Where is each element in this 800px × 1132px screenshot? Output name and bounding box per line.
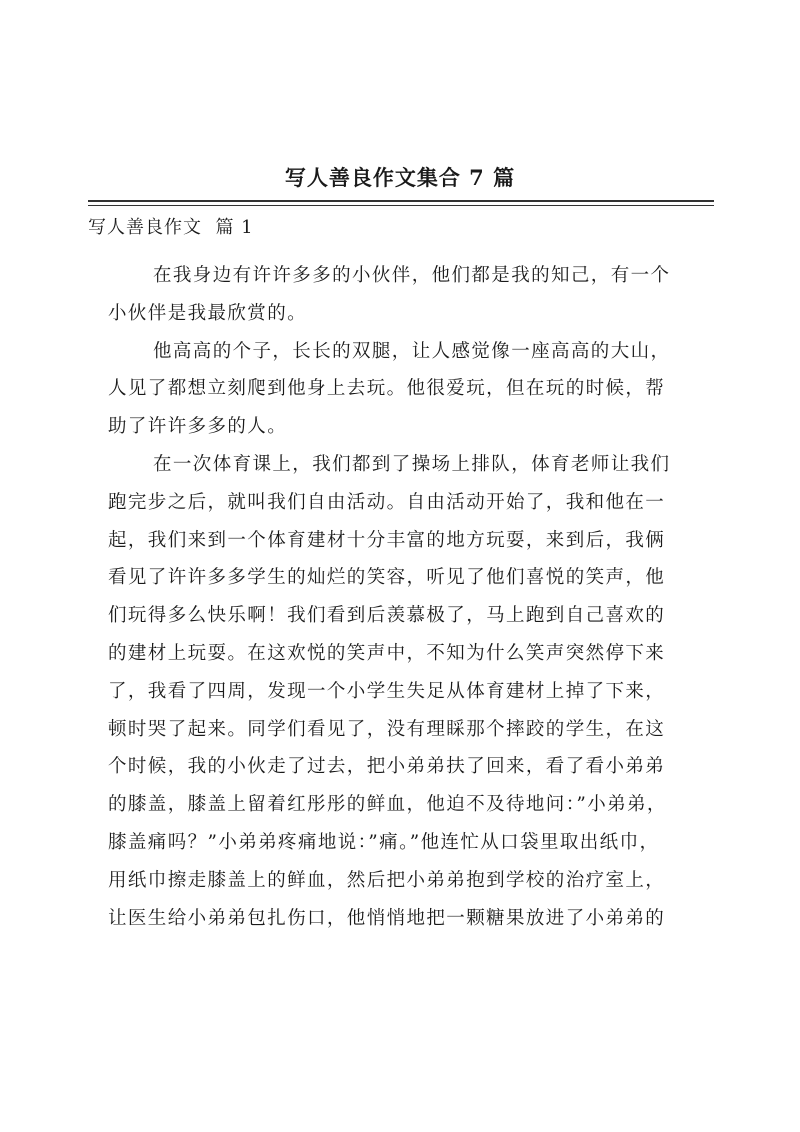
paragraph-line: 在一次体育课上，我们都到了操场上排队，体育老师让我们 [153, 453, 671, 475]
paragraph-line: 们玩得多么快乐啊！我们看到后羡慕极了，马上跑到自己喜欢的 [108, 605, 666, 627]
document-title: 写人善良作文集合 7 篇 [284, 165, 516, 190]
paragraph-line: 起，我们来到一个体育建材十分丰富的地方玩耍，来到后，我俩 [108, 529, 666, 551]
paragraph-line: 用纸巾擦走膝盖上的鲜血，然后把小弟弟抱到学校的治疗室上， [108, 869, 666, 891]
paragraph-line: 的建材上玩耍。在这欢悦的笑声中，不知为什么笑声突然停下来 [108, 642, 666, 664]
paragraph-line: 了，我看了四周，发现一个小学生失足从体育建材上掉了下来， [108, 680, 666, 702]
paragraph-line: 的膝盖，膝盖上留着红彤彤的鲜血，他迫不及待地问：”小弟弟， [108, 794, 667, 816]
paragraph-line: 跑完步之后，就叫我们自由活动。自由活动开始了，我和他在一 [108, 491, 666, 513]
paragraph-line: 看见了许许多多学生的灿烂的笑容，听见了他们喜悦的笑声，他 [108, 567, 666, 589]
paragraph-line: 顿时哭了起来。同学们看见了，没有理睬那个摔跤的学生，在这 [108, 718, 666, 740]
paragraph-line: 膝盖痛吗？”小弟弟疼痛地说：”痛。”他连忙从口袋里取出纸巾， [108, 831, 660, 853]
title-divider-thick [88, 200, 714, 202]
section-heading: 写人善良作文 篇 1 [88, 217, 254, 238]
paragraph-line: 在我身边有许许多多的小伙伴，他们都是我的知己，有一个 [153, 265, 671, 286]
paragraph-line: 让医生给小弟弟包扎伤口，他悄悄地把一颗糖果放进了小弟弟的 [108, 907, 666, 929]
title-divider-thin [88, 205, 714, 206]
paragraph-line: 助了许许多多的人。 [108, 416, 288, 438]
paragraph-line: 人见了都想立刻爬到他身上去玩。他很爱玩，但在玩的时候，帮 [108, 378, 666, 400]
paragraph-line: 他高高的个子，长长的双腿，让人感觉像一座高高的大山， [153, 340, 671, 362]
paragraph-line: 小伙伴是我最欣赏的。 [108, 302, 308, 324]
essay-body [108, 257, 714, 937]
paragraph-line: 个时候，我的小伙走了过去，把小弟弟扶了回来，看了看小弟弟 [108, 756, 666, 778]
